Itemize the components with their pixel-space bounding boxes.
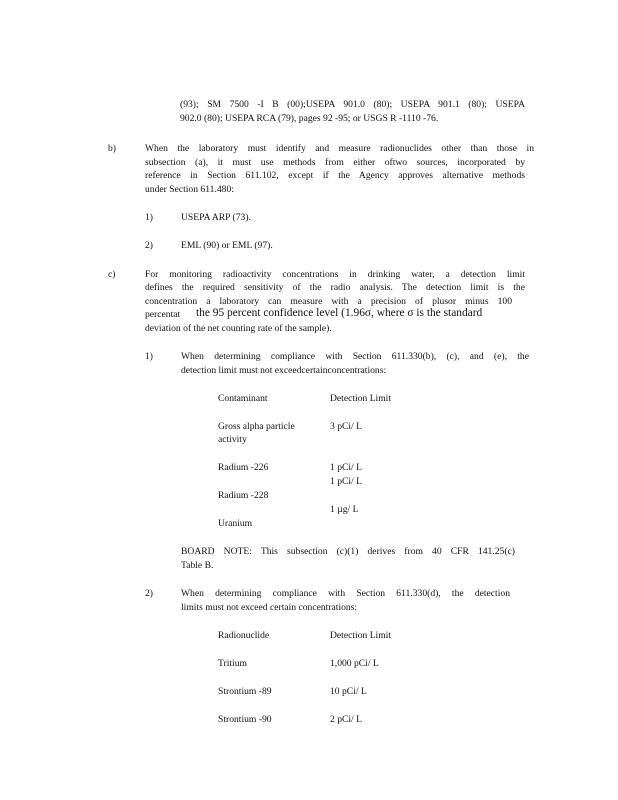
section-c-item-2-line-2: limits must not exceed certain concentrations:: [181, 602, 358, 613]
table-2-cell-strontium-89: Strontium -89: [218, 686, 272, 697]
table-2-cell-tritium: Tritium: [218, 658, 247, 669]
section-b-line-2: subsection (a), it must use methods from either oftwo sources, incorporated by: [145, 157, 525, 168]
section-b-item-2-marker: 2): [145, 240, 153, 251]
table-2-cell-tritium-limit: 1,000 pCi/ L: [330, 658, 379, 669]
table-1-header-detection-limit: Detection Limit: [330, 393, 392, 404]
table-2-header-radionuclide: Radionuclide: [218, 630, 270, 641]
section-c-line-1: For monitoring radioactivity concentrations in drinking water, a detection limit: [145, 269, 525, 280]
table-1-header-contaminant: Contaminant: [218, 393, 268, 404]
section-c-item-2-line-1: When determining compliance with Section 611.330(d), the detection: [181, 588, 510, 599]
table-2-cell-strontium-90-limit: 2 pCi/ L: [330, 714, 362, 725]
table-1-cell-gross-alpha-cont: activity: [218, 434, 247, 445]
board-note-line-1: BOARD NOTE: This subsection (c)(1) derives from 40 CFR 141.25(c): [181, 546, 515, 557]
table-1-cell-uranium: Uranium: [218, 518, 253, 529]
table-1-cell-radium-228: Radium -228: [218, 490, 269, 501]
section-c-item-1-line-1: When determining compliance with Section 611.330(b), (c), and (e), the: [181, 351, 529, 362]
section-b-line-1: When the laboratory must identify and measure radionuclides other than those in: [145, 143, 534, 154]
section-c-marker: c): [108, 269, 116, 280]
table-1-cell-radium-226: Radium -226: [218, 462, 269, 473]
intro-line-2: 902.0 (80); USEPA RCA (79), pages 92 -95; or USGS R -1110 -76.: [180, 113, 439, 124]
section-c-item-1-marker: 1): [145, 351, 153, 362]
section-c-line-4-end: the 95 percent confidence level (1.96σ, where σ is the standard: [196, 307, 483, 319]
section-c-line-3: concentration a laboratory can measure with a precision of plusor minus 100: [145, 296, 512, 307]
table-1-cell-radium-226-limit: 1 pCi/ L: [330, 462, 362, 473]
table-1-cell-gross-alpha: Gross alpha particle: [218, 421, 295, 432]
section-c-item-2-marker: 2): [145, 588, 153, 599]
table-2-cell-strontium-90: Strontium -90: [218, 714, 272, 725]
intro-line-1: (93); SM 7500 -I B (00);USEPA 901.0 (80); USEPA 901.1 (80); USEPA: [180, 99, 525, 110]
section-b-item-1-text: USEPA ARP (73).: [181, 212, 251, 223]
table-1-cell-radium-228-limit: 1 pCi/ L: [330, 476, 362, 487]
table-1-cell-gross-alpha-limit: 3 pCi/ L: [330, 421, 362, 432]
table-2-header-detection-limit: Detection Limit: [330, 630, 392, 641]
table-1-cell-uranium-limit: 1 µg/ L: [330, 504, 359, 515]
section-c-line-2: defines the required sensitivity of the radio analysis. The detection limit is the: [145, 282, 525, 293]
section-c-line-4-start: percentat: [145, 309, 181, 320]
section-c-line-5: deviation of the net counting rate of the sample).: [145, 323, 332, 334]
section-c-item-1-line-2: detection limit must not exceedcertainconcentrations:: [181, 365, 387, 376]
section-b-line-3: reference in Section 611.102, except if the Agency approves alternative methods: [145, 170, 525, 181]
section-b-line-4: under Section 611.480:: [145, 184, 234, 195]
table-2-cell-strontium-89-limit: 10 pCi/ L: [330, 686, 367, 697]
section-b-marker: b): [108, 143, 116, 154]
section-b-item-1-marker: 1): [145, 212, 153, 223]
section-b-item-2-text: EML (90) or EML (97).: [181, 240, 273, 251]
board-note-line-2: Table B.: [181, 560, 214, 571]
